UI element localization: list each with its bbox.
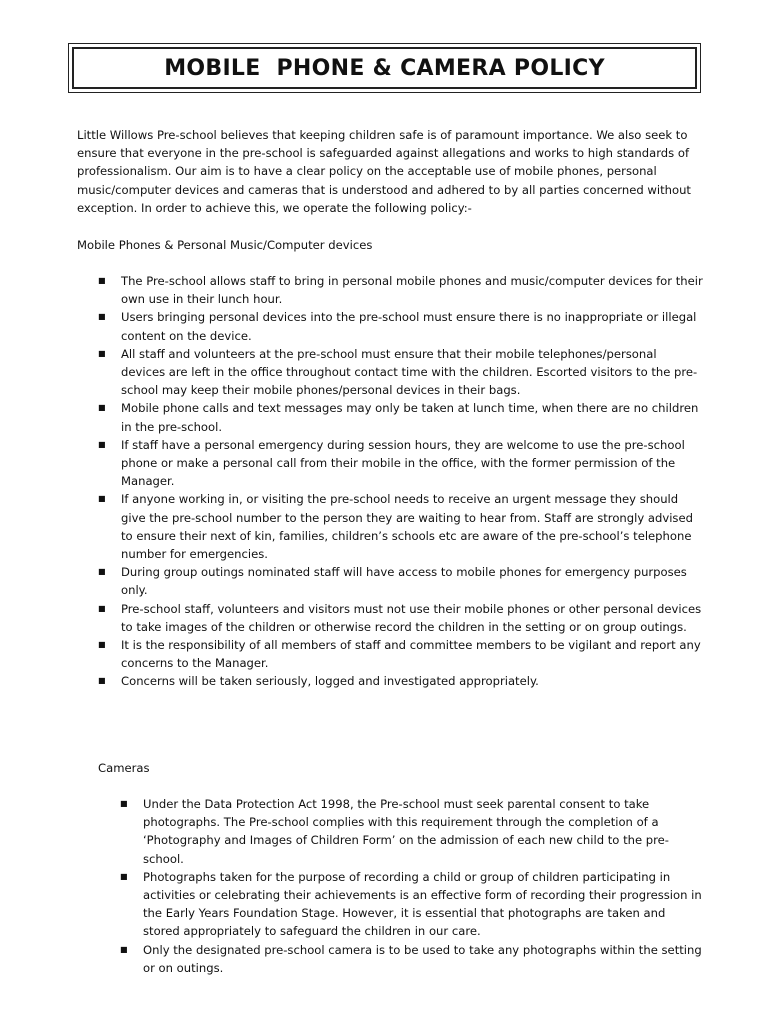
bullet-icon: ■ xyxy=(98,640,106,650)
cameras-section-heading: Cameras xyxy=(98,761,150,775)
bullet-icon: ■ xyxy=(98,494,106,504)
bullet-icon: ■ xyxy=(98,403,106,413)
list-item xyxy=(98,563,703,599)
mobile-section-heading: Mobile Phones & Personal Music/Computer devices xyxy=(77,238,373,252)
list-item xyxy=(120,868,705,941)
bullet-icon: ■ xyxy=(98,676,106,686)
list-item-text: Concerns will be taken seriously, logged and investigated appropriately. xyxy=(121,674,539,689)
title-frame-inner xyxy=(72,47,697,89)
list-item-text: Users bringing personal devices into the pre-school must ensure there is no inappropriate or illegal content on the device. xyxy=(121,310,697,343)
list-item-text: Pre-school staff, volunteers and visitors must not use their mobile phones or other personal devices to take images of the children or otherwise record the children in the setting or on group outings. xyxy=(121,601,702,634)
mobile-policy-list xyxy=(98,272,703,691)
page-title: MOBILE PHONE & CAMERA POLICY xyxy=(164,55,605,81)
list-item xyxy=(98,308,703,344)
list-item-text: Mobile phone calls and text messages may only be taken at lunch time, when there are no children in the pre-school. xyxy=(121,401,699,434)
bullet-icon: ■ xyxy=(120,871,128,881)
list-item xyxy=(98,436,703,491)
bullet-icon: ■ xyxy=(120,944,128,954)
intro-paragraph: Little Willows Pre-school believes that keeping children safe is of paramount importance. We also seek to ensure that everyone in the pre-school is safeguarded against allegations and works to high standards of professionalism. Our aim is to have a clear policy on the acceptable use of mobile phones, personal music/computer devices and cameras that is understood and adhered to by all parties concerned without exception. In order to achieve this, we operate the following policy:- xyxy=(77,128,691,215)
list-item-text: If anyone working in, or visiting the pre-school needs to receive an urgent message they should give the pre-school number to the person they are waiting to hear from. Staff are strongly advised to ensure their next of kin, families, children’s schools etc are aware of the pre-school’s telephone number for emergencies. xyxy=(121,492,693,562)
list-item-text: The Pre-school allows staff to bring in personal mobile phones and music/computer devices for their own use in their lunch hour. xyxy=(121,274,703,307)
list-item xyxy=(98,345,703,400)
list-item-text: During group outings nominated staff will have access to mobile phones for emergency purposes only. xyxy=(121,565,687,598)
list-item-text: It is the responsibility of all members of staff and committee members to be vigilant and report any concerns to the Manager. xyxy=(121,638,701,671)
bullet-icon: ■ xyxy=(98,439,106,449)
list-item xyxy=(120,795,705,868)
list-item xyxy=(98,672,703,690)
cameras-policy-list xyxy=(120,795,705,977)
bullet-icon: ■ xyxy=(98,276,106,285)
bullet-icon: ■ xyxy=(98,312,106,322)
list-item-text: Under the Data Protection Act 1998, the Pre-school must seek parental consent to take photographs. The Pre-school complies with this requirement through the completion of a ‘Photography and Images of Children Form’ on the admission of each new child to the pre-school. xyxy=(143,797,669,866)
bullet-icon: ■ xyxy=(98,567,106,577)
bullet-icon: ■ xyxy=(98,603,106,613)
list-item-text: All staff and volunteers at the pre-school must ensure that their mobile telephones/personal devices are left in the office throughout contact time with the children. Escorted visitors to the pre-school may keep their mobile phones/personal devices in their bags. xyxy=(121,346,698,398)
list-item xyxy=(98,399,703,435)
list-item xyxy=(98,636,703,672)
list-item xyxy=(98,600,703,636)
bullet-icon: ■ xyxy=(98,348,106,358)
list-item xyxy=(120,941,705,977)
title-frame xyxy=(68,43,701,93)
list-item xyxy=(98,272,703,308)
list-item-text: If staff have a personal emergency during session hours, they are welcome to use the pre-school phone or make a personal call from their mobile in the office, with the former permission of the Manager. xyxy=(121,437,685,489)
list-item-text: Only the designated pre-school camera is to be used to take any photographs within the setting or on outings. xyxy=(143,942,702,975)
bullet-icon: ■ xyxy=(120,799,128,808)
list-item-text: Photographs taken for the purpose of recording a child or group of children participating in activities or celebrating their achievements is an effective form of recording their progression in the Early Years Foundation Stage. However, it is essential that photographs are taken and stored appropriately to safeguard the children in our care. xyxy=(143,869,702,939)
list-item xyxy=(98,490,703,563)
